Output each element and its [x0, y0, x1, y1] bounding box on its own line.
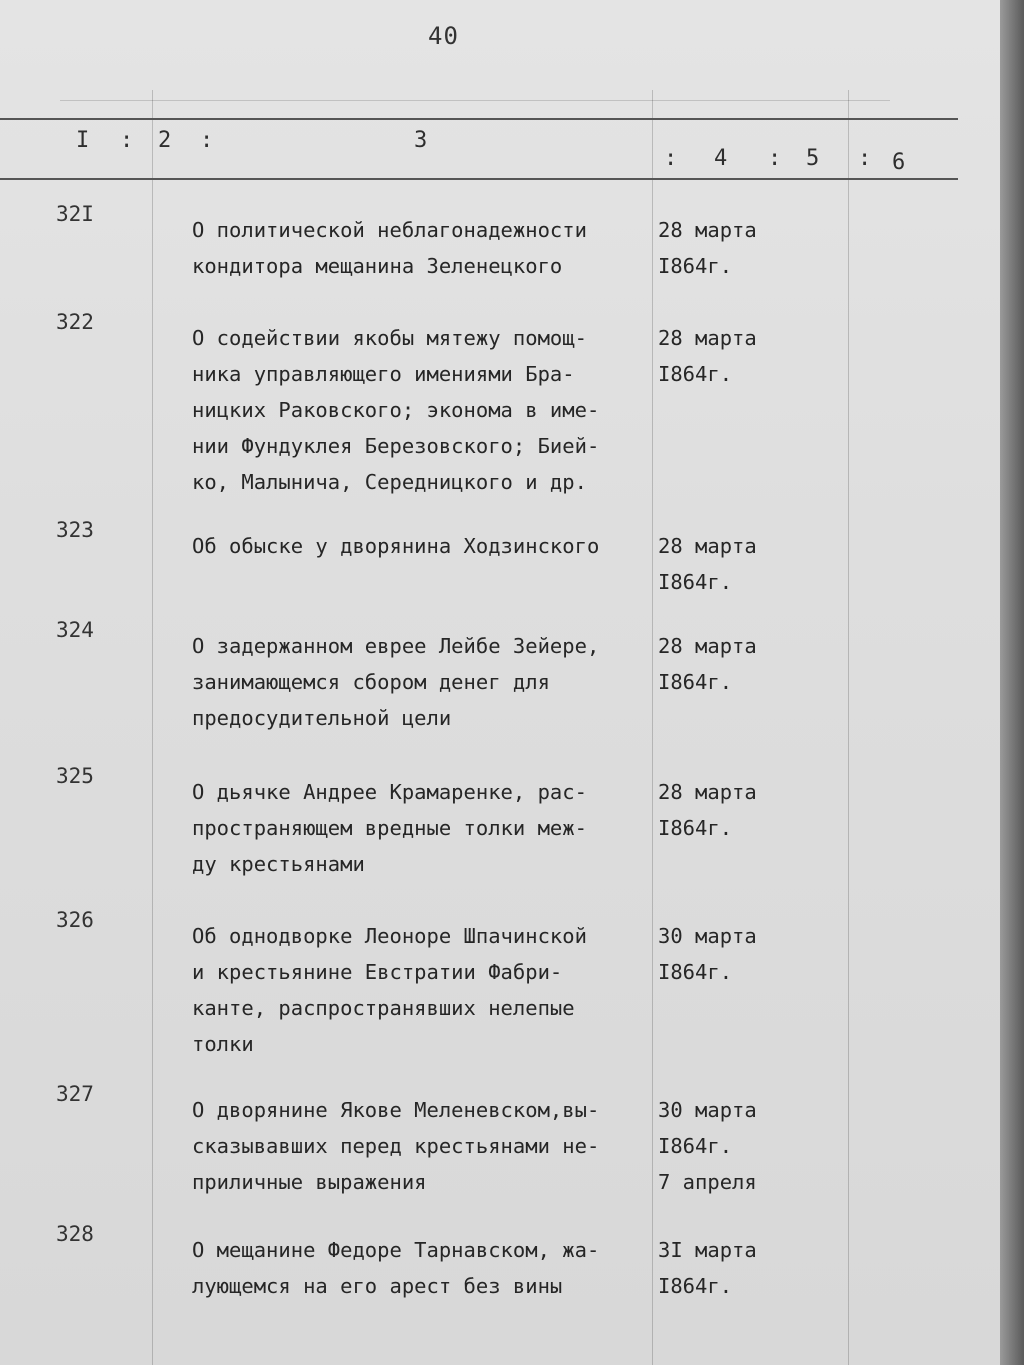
entry-description: О мещанине Федоре Тарнавском, жа- лующемся на его арест без вины — [192, 1238, 600, 1298]
entry-description: О дворянине Якове Меленевском,вы- сказывавших перед крестьянами не- приличные выражения — [192, 1098, 600, 1194]
entry-date: 30 марта I864г. — [658, 924, 757, 984]
entry-description: О задержанном еврее Лейбе Зейере, занимающемся сбором денег для предосудительной цели — [192, 634, 600, 730]
column-header-6: 6 — [892, 150, 906, 175]
entry-description: Об обыске у дворянина Ходзинского — [192, 534, 600, 558]
column-rule-2 — [652, 90, 653, 1365]
entry-number: 328 — [56, 1222, 94, 1246]
entry-date: 28 марта I864г. — [658, 218, 757, 278]
entry-description: О содействии якобы мятежу помощ- ника управляющего имениями Бра- ницких Раковского; эконома в име- нии Фундуклея Березовского; Бией- ко, Малынича, Середницкого и др. — [192, 326, 600, 494]
column-header-1: I — [76, 128, 90, 153]
page-number: 40 — [428, 22, 459, 50]
page-edge-shadow — [1000, 0, 1024, 1365]
column-header-5: 5 — [806, 146, 820, 171]
entry-description: О политической неблагонадежности кондитора мещанина Зеленецкого — [192, 218, 587, 278]
entry-date: 28 марта I864г. — [658, 780, 757, 840]
entry-date: 30 марта I864г. 7 апреля — [658, 1098, 757, 1194]
header-bottom-rule — [0, 178, 958, 180]
entry-date: 3I марта I864г. — [658, 1238, 757, 1298]
entry-number: 327 — [56, 1082, 94, 1106]
column-separator: : — [768, 146, 782, 171]
column-header-2: 2 — [158, 128, 172, 153]
entry-number: 32I — [56, 202, 94, 226]
column-separator: : — [200, 128, 214, 153]
entry-number: 326 — [56, 908, 94, 932]
column-header-3: 3 — [414, 128, 428, 153]
column-rule-1 — [152, 90, 153, 1365]
column-rule-3 — [848, 90, 849, 1365]
entry-date: 28 марта I864г. — [658, 634, 757, 694]
column-separator: : — [120, 128, 134, 153]
header-top-rule — [0, 118, 958, 120]
entry-description: О дьячке Андрее Крамаренке, рас- пространяющем вредные толки меж- ду крестьянами — [192, 780, 587, 876]
entry-number: 323 — [56, 518, 94, 542]
entry-date: 28 марта I864г. — [658, 326, 757, 386]
entry-date: 28 марта I864г. — [658, 534, 757, 594]
entry-number: 322 — [56, 310, 94, 334]
column-header-4: 4 — [714, 146, 728, 171]
entry-number: 324 — [56, 618, 94, 642]
column-separator: : — [858, 146, 872, 171]
form-top-rule — [60, 100, 890, 101]
column-separator: : — [664, 146, 678, 171]
entry-number: 325 — [56, 764, 94, 788]
entry-description: Об однодворке Леоноре Шпачинской и крестьянине Евстратии Фабри- канте, распространявших нелепые толки — [192, 924, 587, 1056]
